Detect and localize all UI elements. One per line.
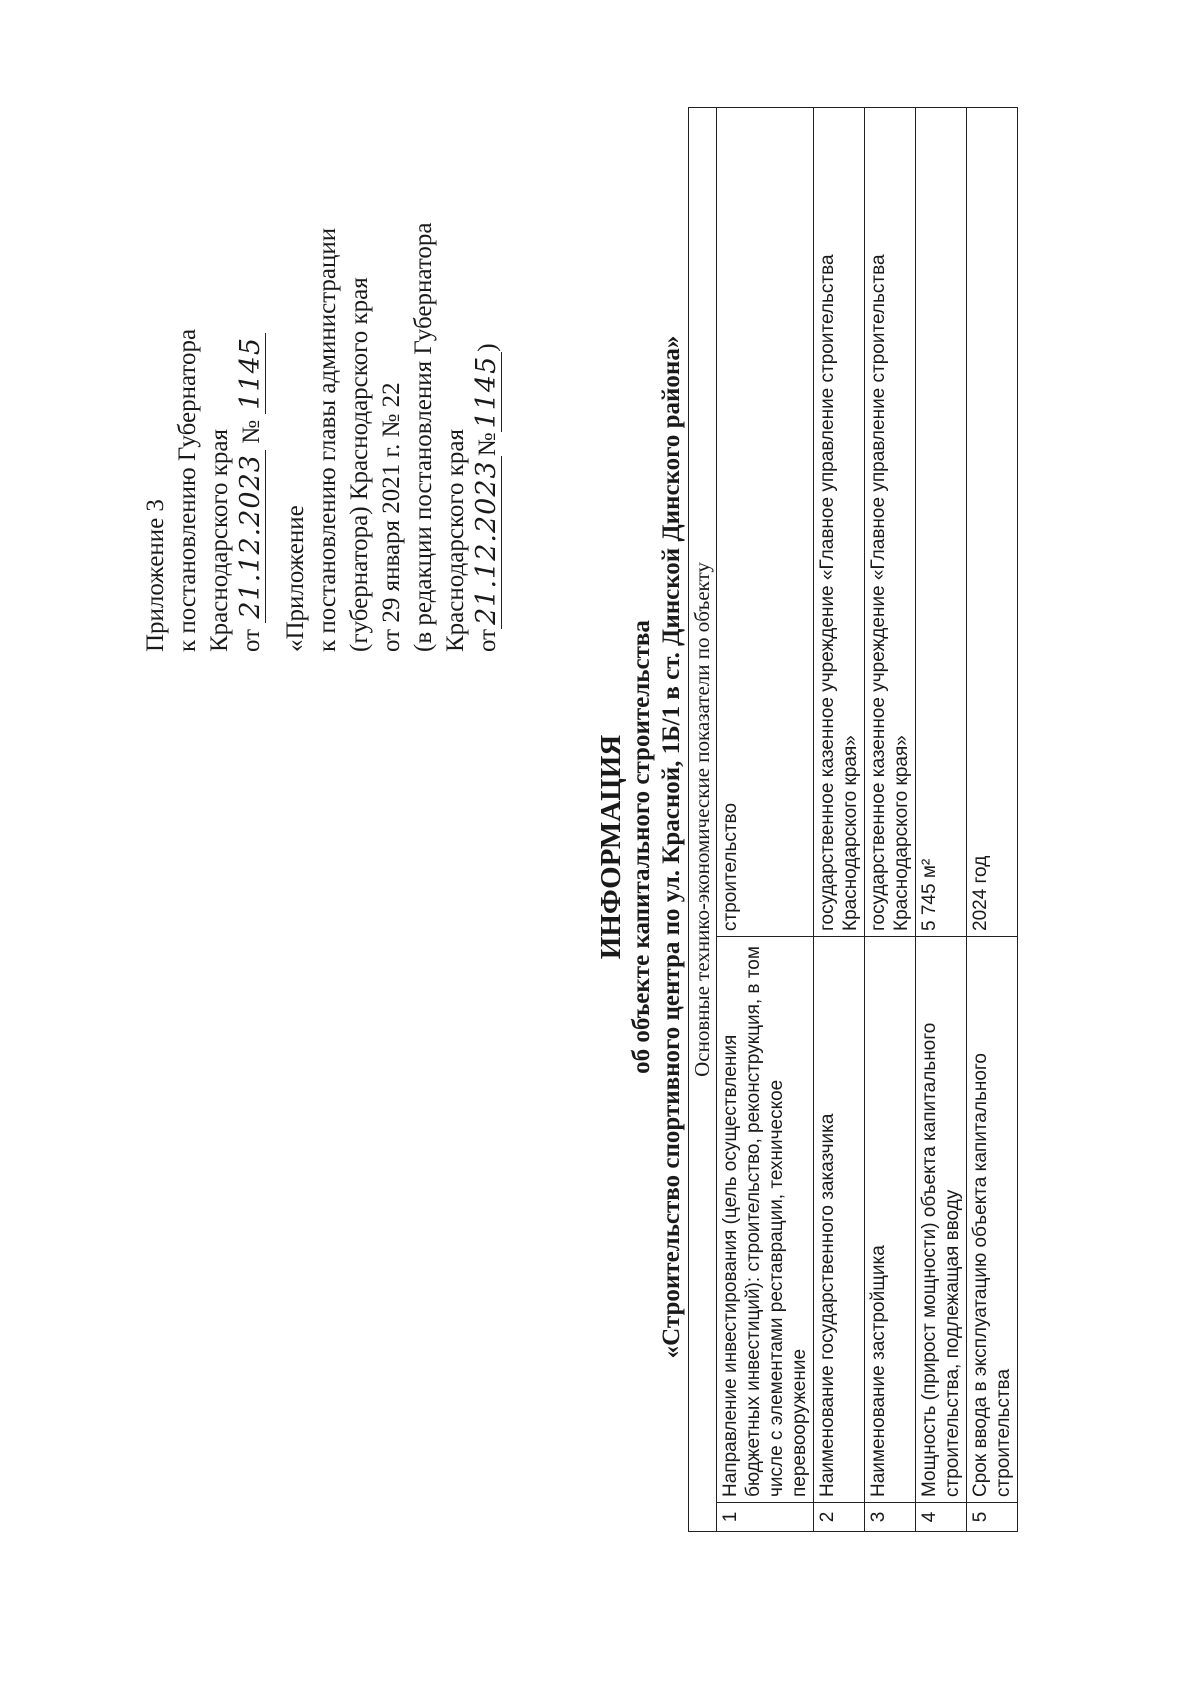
original-appendix-line-3: (губернатора) Краснодарского края — [346, 277, 373, 652]
appendix-line-1: Приложение 3 — [142, 499, 169, 652]
row-value: государственное казенное учреждение «Главное управление строительства Краснодарского края» — [814, 108, 865, 937]
original-appendix-line-5: (в редакции постановления Губернатора — [410, 222, 437, 652]
original-appendix-date-handwritten: 21.12.2023 — [473, 456, 502, 629]
original-appendix-date-prefix: от — [474, 628, 501, 652]
table-header: Основные технико-экономические показатели по объекту — [689, 108, 717, 1532]
appendix-stamp — [140, 329, 268, 652]
row-value: 5 745 м² — [916, 108, 967, 937]
original-appendix-number-handwritten: 1145 — [473, 352, 502, 433]
original-appendix-closing: ) — [474, 343, 501, 352]
table-row — [865, 108, 916, 1532]
document-title-block — [595, 147, 687, 1547]
original-appendix-stamp — [280, 222, 504, 652]
table-header-row — [689, 108, 717, 1532]
appendix-line-3: Краснодарского края — [206, 429, 233, 652]
original-appendix-line-1: «Приложение — [282, 505, 309, 652]
table-row — [814, 108, 865, 1532]
row-number: 2 — [814, 1503, 865, 1532]
object-name: «Строительство спортивного центра по ул. Красной, 1Б/1 в ст. Динской Динского района» — [658, 335, 685, 1359]
appendix-date-prefix: от — [238, 628, 265, 652]
original-appendix-line-2: к постановлению главы администрации — [314, 227, 341, 652]
table-row — [967, 108, 1018, 1532]
original-appendix-line-6: Краснодарского края — [442, 429, 469, 652]
row-number: 5 — [967, 1503, 1018, 1532]
original-appendix-line-4: от 29 января 2021 г. № 22 — [378, 382, 405, 652]
appendix-number-handwritten: 1145 — [237, 333, 266, 414]
document-title: ИНФОРМАЦИЯ — [595, 734, 627, 960]
table-row — [916, 108, 967, 1532]
appendix-line-2: к постановлению Губернатора — [174, 328, 201, 652]
appendix-date-handwritten: 21.12.2023 — [237, 450, 266, 623]
document-subtitle: об объекте капитального строительства — [628, 620, 655, 1074]
row-number: 4 — [916, 1503, 967, 1532]
appendix-number-prefix: № — [238, 419, 265, 444]
row-number: 1 — [717, 1503, 814, 1532]
row-value: государственное казенное учреждение «Главное управление строительства Краснодарского края» — [865, 108, 916, 937]
row-label: Направление инвестирования (цель осуществления бюджетных инвестиций): строительство, реконструкция, в том числе с элементами реставрации, техническое перевооружение — [717, 937, 814, 1503]
original-appendix-date-line — [472, 222, 504, 652]
row-value: 2024 год — [967, 108, 1018, 937]
table-row — [717, 108, 814, 1532]
row-label: Наименование государственного заказчика — [814, 937, 865, 1503]
row-label: Наименование застройщика — [865, 937, 916, 1503]
row-label: Мощность (прирост мощности) объекта капитального строительства, подлежащая вводу — [916, 937, 967, 1503]
appendix-date-line — [236, 329, 268, 652]
indicators-table — [688, 107, 1018, 1532]
original-appendix-number-prefix: № — [474, 432, 501, 457]
row-number: 3 — [865, 1503, 916, 1532]
row-value: строительство — [717, 108, 814, 937]
row-label: Срок ввода в эксплуатацию объекта капитального строительства — [967, 937, 1018, 1503]
